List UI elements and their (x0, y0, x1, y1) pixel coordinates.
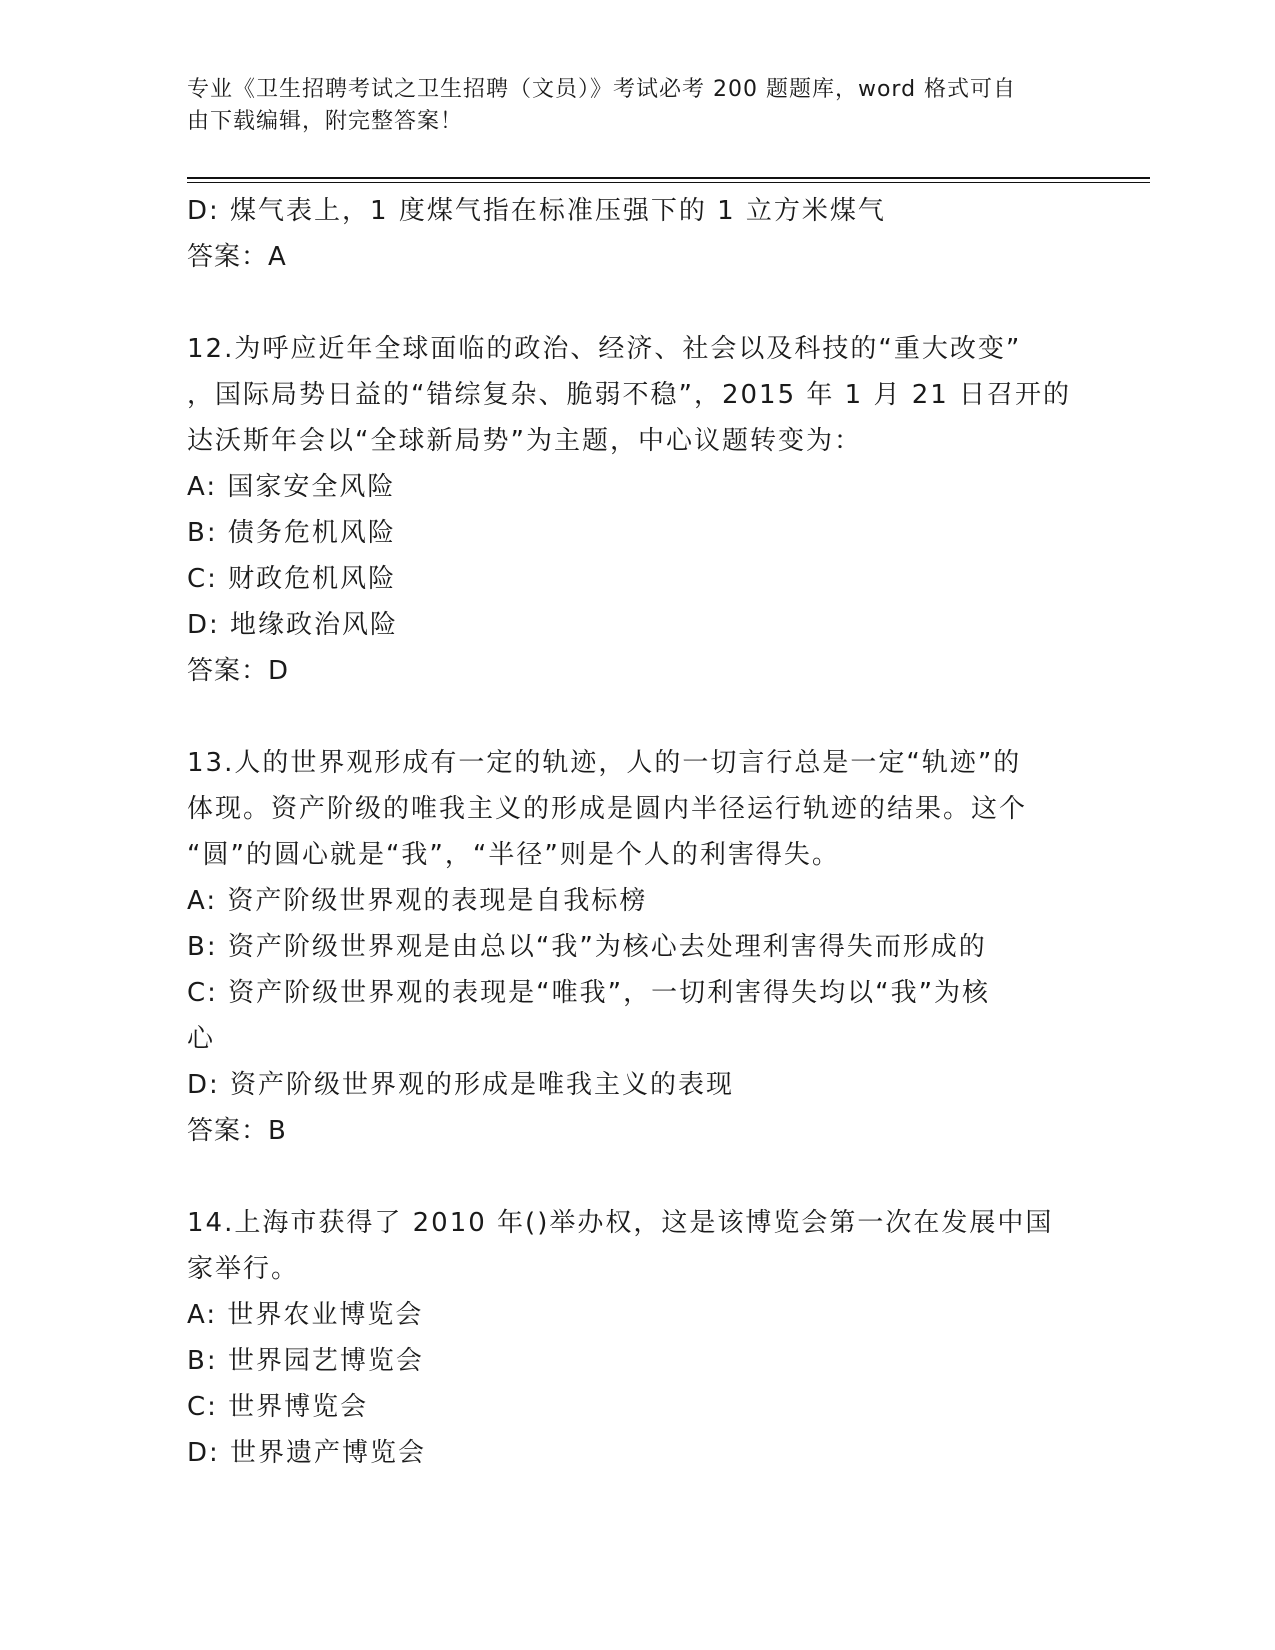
option-b: B: 世界园艺博览会 (187, 1346, 424, 1376)
option-a: A: 资产阶级世界观的表现是自我标榜 (187, 886, 648, 916)
option-d: D: 地缘政治风险 (187, 610, 399, 640)
question-stem-line: 达沃斯年会以“全球新局势”为主题，中心议题转变为： (187, 426, 862, 456)
spacer (187, 280, 1087, 326)
header-rule-thin (187, 182, 1150, 183)
question-stem-line: 13.人的世界观形成有一定的轨迹，人的一切言行总是一定“轨迹”的 (187, 748, 1022, 778)
question-12 (187, 326, 1087, 694)
spacer (187, 1154, 1087, 1200)
header-rule-thick (187, 177, 1150, 179)
prev-option-d: D: 煤气表上，1 度煤气指在标准压强下的 1 立方米煤气 (187, 196, 886, 226)
option-d: D: 世界遗产博览会 (187, 1438, 427, 1468)
question-content (187, 188, 1087, 1476)
option-b: B: 资产阶级世界观是由总以“我”为核心去处理利害得失而形成的 (187, 932, 987, 962)
answer-line: 答案：B (187, 1116, 287, 1146)
option-c-continued: 心 (187, 1024, 216, 1054)
question-14 (187, 1200, 1087, 1476)
question-stem-line: “圆”的圆心就是“我”，“半径”则是个人的利害得失。 (187, 840, 840, 870)
question-stem-line: 12.为呼应近年全球面临的政治、经济、社会以及科技的“重大改变” (187, 334, 1022, 364)
question-stem-line: 家举行。 (187, 1254, 300, 1284)
header-line-2: 由下载编辑，附完整答案！ (187, 109, 464, 134)
question-stem-line: ，国际局势日益的“错综复杂、脆弱不稳”，2015 年 1 月 21 日召开的 (187, 380, 1072, 410)
document-header (187, 74, 1067, 138)
question-stem-line: 14.上海市获得了 2010 年()举办权，这是该博览会第一次在发展中国 (187, 1208, 1054, 1238)
question-13 (187, 740, 1087, 1154)
option-a: A: 世界农业博览会 (187, 1300, 424, 1330)
option-c: C: 资产阶级世界观的表现是“唯我”，一切利害得失均以“我”为核 (187, 978, 991, 1008)
option-c: C: 财政危机风险 (187, 564, 397, 594)
option-a: A: 国家安全风险 (187, 472, 396, 502)
option-b: B: 债务危机风险 (187, 518, 396, 548)
option-c: C: 世界博览会 (187, 1392, 369, 1422)
answer-line: 答案：D (187, 656, 290, 686)
header-line-1: 专业《卫生招聘考试之卫生招聘（文员）》考试必考 200 题题库，word 格式可自 (187, 77, 1017, 102)
question-stem-line: 体现。资产阶级的唯我主义的形成是圆内半径运行轨迹的结果。这个 (187, 794, 1028, 824)
spacer (187, 694, 1087, 740)
prev-answer: 答案：A (187, 242, 287, 272)
option-d: D: 资产阶级世界观的形成是唯我主义的表现 (187, 1070, 735, 1100)
